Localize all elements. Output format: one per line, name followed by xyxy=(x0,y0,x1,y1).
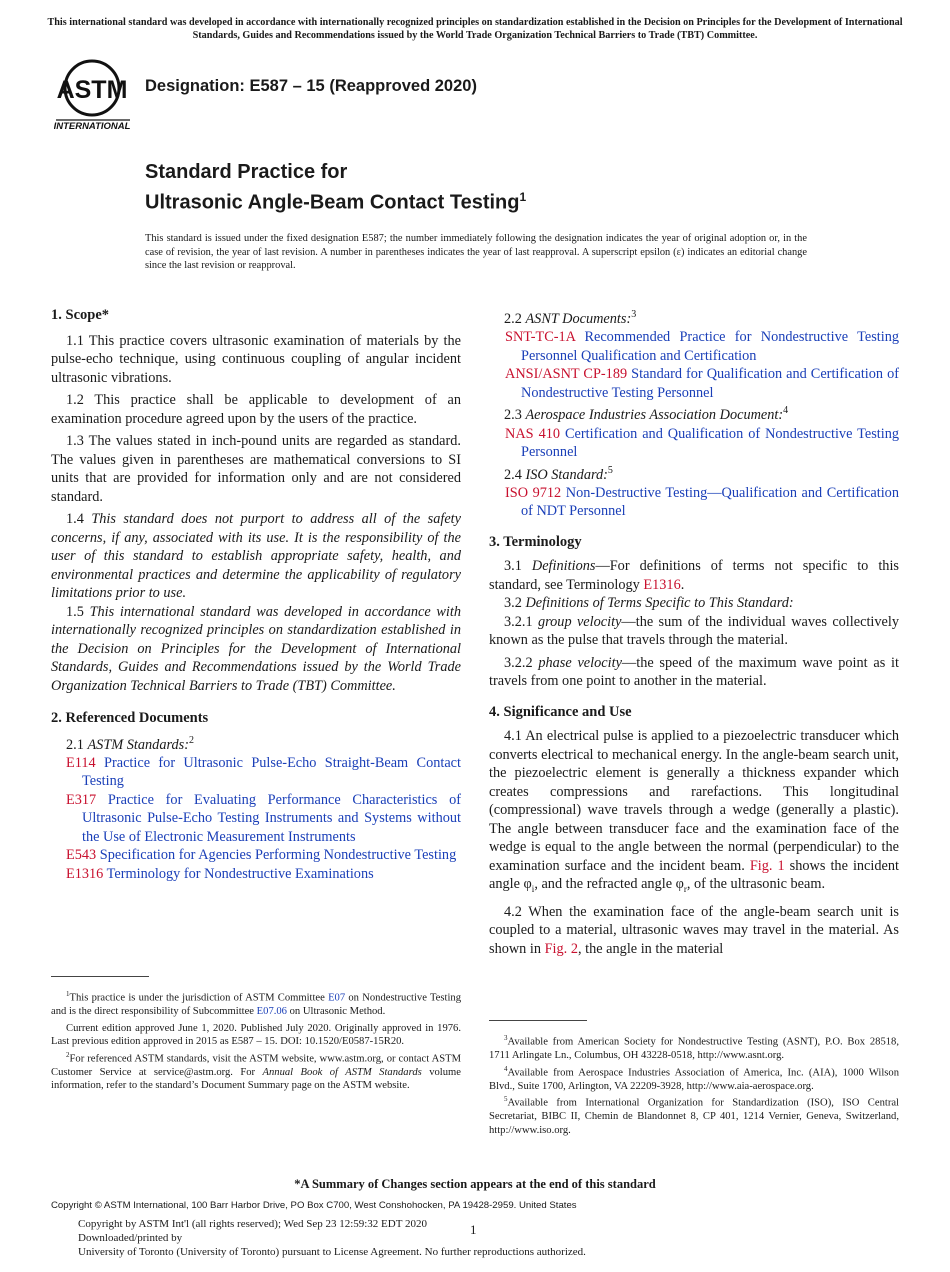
reference-title[interactable]: Practice for Ultrasonic Pulse-Echo Straight-Beam Contact Testing xyxy=(82,754,461,790)
footnote-3-text: Available from American Society for Nondestructive Testing (ASNT), P.O. Box 28518, 1711 Arlingate Ln., Columbus, OH 43228-0518, http://www.asnt.org. xyxy=(489,1036,899,1062)
reference-item[interactable] xyxy=(66,846,461,865)
license-line-2: Downloaded/printed by xyxy=(78,1232,183,1244)
para-3-2-2-number: 3.2.2 xyxy=(504,654,533,671)
reference-item[interactable] xyxy=(505,328,899,365)
reference-item[interactable] xyxy=(66,865,461,884)
para-1-1: 1.1 This practice covers ultrasonic examination of materials by the pulse-echo technique, using continuous coupling of angular incident ultrasonic vibrations. xyxy=(51,332,461,386)
reference-code[interactable]: E317 xyxy=(66,791,97,808)
issued-note: This standard is issued under the fixed designation E587; the number immediately following the designation indicates the year of original adoption or, in the case of revision, the year of last revision. A number in parentheses indicates the year of last reapproval. A superscript epsilon (ε) indicates an editorial change since the last revision or reapproval. xyxy=(145,233,807,271)
para-3-2-text: Definitions of Terms Specific to This Standard: xyxy=(525,595,794,612)
document-title xyxy=(145,160,526,216)
reference-code[interactable]: SNT-TC-1A xyxy=(505,329,576,346)
footnote-4-number: 4 xyxy=(504,1064,508,1073)
designation: Designation: E587 – 15 (Reapproved 2020) xyxy=(145,77,477,95)
para-3-1-end: . xyxy=(680,576,685,593)
section-3-heading: 3. Terminology xyxy=(489,533,582,550)
reference-code[interactable]: E543 xyxy=(66,847,97,864)
terminology-link[interactable]: E1316 xyxy=(643,576,681,593)
footnote-1-text-c: on Ultrasonic Method. xyxy=(286,1006,386,1018)
reference-item[interactable] xyxy=(505,365,899,402)
license-line-3: University of Toronto (University of Toronto) pursuant to License Agreement. No further reproductions authorized. xyxy=(78,1246,586,1258)
section-2-heading: 2. Referenced Documents xyxy=(51,710,209,726)
footnote-5-number: 5 xyxy=(504,1095,508,1104)
footnote-2 xyxy=(51,1049,461,1093)
para-4-2-text-b: , the angle in the material xyxy=(577,940,724,957)
title-line-2 xyxy=(145,185,526,216)
footnote-ref-5[interactable]: 5 xyxy=(607,464,613,476)
footnote-1-number: 1 xyxy=(66,990,70,998)
para-3-2-number: 3.2 xyxy=(504,595,522,612)
para-2-2-text: ASNT Documents: xyxy=(525,310,632,327)
footnote-5-text: Available from International Organization for Standardization (ISO), ISO Central Secretariat, BIBC II, Chemin de Blandonnet 8, CP 401, 1214 Vernier, Geneva, Switzerland, http://www.iso.org. xyxy=(489,1097,899,1136)
para-2-1-text: ASTM Standards: xyxy=(87,736,189,753)
para-1-4 xyxy=(51,510,461,603)
para-1-4-text: This standard does not purport to address all of the safety concerns, if any, associated with its use. It is the responsibility of the user of this standard to establish appropriate safety, health, and environmental practices and determine the applicability of regulatory limitations prior to use. xyxy=(51,511,461,601)
para-1-4-number: 1.4 xyxy=(66,511,84,527)
para-1-2: 1.2 This practice shall be applicable to development of an examination procedure agreed upon by the users of the practice. xyxy=(51,392,461,427)
para-4-1-text: 4.1 An electrical pulse is applied to a piezoelectric transducer which converts electrical to mechanical energy. In the angle-beam search unit, the piezoelectric element is generally a thickness expander which creates compressions and rarefactions. This longitudinal (compressional) wave travels through a wedge (generally a plastic). The angle between transducer face and the examination face of the wedge is equal to the angle between the normal (perpendicular) to the examination surface and the incident beam. xyxy=(489,728,899,874)
reference-item[interactable] xyxy=(66,754,461,791)
para-3-1-term: Definitions xyxy=(531,558,596,575)
footnote-2-text-b: volume information, refer to the standard’s Document Summary page on the ASTM website. xyxy=(51,1066,461,1092)
footnote-2-number: 2 xyxy=(66,1050,70,1059)
footnote-4-text: Available from Aerospace Industries Association of America, Inc. (AIA), 1000 Wilson Blvd., Suite 1700, Arlington, VA 22209-3928, http://www.aia-aerospace.org. xyxy=(489,1067,899,1092)
para-2-1 xyxy=(51,732,461,754)
reference-item[interactable] xyxy=(66,791,461,847)
footnotes-right xyxy=(489,1032,899,1137)
top-notice: This international standard was developed in accordance with internationally recognized principles on standardization established in the Decision on Principles for the Development of International Standards, Guides and Recommendations issued by the World Trade Organization Technical Barriers to Trade (TBT) Committee. xyxy=(47,17,903,41)
reference-code[interactable]: ANSI/ASNT CP-189 xyxy=(505,366,628,383)
section-1-heading: 1. Scope* xyxy=(51,307,109,323)
footnote-1-text-b: on Nondestructive Testing and is the direct responsibility of Subcommittee xyxy=(51,992,461,1018)
footnote-1-text-a: This practice is under the jurisdiction of ASTM Committee xyxy=(69,992,329,1004)
para-2-2-number: 2.2 xyxy=(504,310,522,327)
para-1-5 xyxy=(51,603,461,696)
figure-1-link[interactable]: Fig. 1 xyxy=(749,857,785,874)
title-line-1: Standard Practice for xyxy=(145,161,348,183)
copyright-line: Copyright © ASTM International, 100 Barr Harbor Drive, PO Box C700, West Conshohocken, PA 19428-2959. United States xyxy=(51,1200,577,1211)
logo-text: ASTM xyxy=(56,76,128,104)
para-2-4-number: 2.4 xyxy=(504,466,522,483)
reference-item[interactable] xyxy=(505,484,899,521)
reference-code[interactable]: NAS 410 xyxy=(505,425,561,442)
logo-subtext: INTERNATIONAL xyxy=(54,121,131,132)
subcommittee-link[interactable]: E07.06 xyxy=(256,1006,287,1018)
footnotes-left xyxy=(51,988,461,1093)
figure-2-link[interactable]: Fig. 2 xyxy=(544,940,578,957)
para-2-2 xyxy=(489,306,899,328)
para-3-2-2-term: phase velocity xyxy=(538,654,622,671)
reference-code[interactable]: E114 xyxy=(66,754,96,771)
para-1-3: 1.3 The values stated in inch-pound units are regarded as standard. The values given in parentheses are mathematical conversions to SI units that are provided for information only and are not considered standard. xyxy=(51,433,461,505)
title-text: Ultrasonic Angle-Beam Contact Testing xyxy=(145,191,520,214)
aia-reference-list xyxy=(489,425,899,462)
footnote-5 xyxy=(489,1093,899,1137)
para-2-3 xyxy=(489,402,899,424)
para-3-1 xyxy=(489,557,899,594)
footnote-3 xyxy=(489,1032,899,1063)
para-4-1-text-b: shows the incident angle φ xyxy=(489,857,899,893)
reference-item[interactable] xyxy=(505,425,899,462)
footnote-3-number: 3 xyxy=(504,1034,508,1042)
footnote-divider-left xyxy=(51,976,149,977)
para-3-2-1 xyxy=(489,613,899,650)
para-2-1-number: 2.1 xyxy=(66,736,84,753)
para-3-2-2-text: —the speed of the maximum wave point as it travels from one point to another in the material. xyxy=(489,654,900,690)
reference-title[interactable]: Terminology for Nondestructive Examinations xyxy=(106,865,374,882)
reference-code[interactable]: ISO 9712 xyxy=(505,484,562,501)
para-3-2 xyxy=(489,594,899,613)
summary-of-changes-note: *A Summary of Changes section appears at the end of this standard xyxy=(294,1177,656,1191)
section-4-heading: 4. Significance and Use xyxy=(489,703,632,720)
para-3-2-1-text: —the sum of the individual waves collectively known as the pulse that travels through the material. xyxy=(489,613,900,649)
astm-logo xyxy=(54,58,134,134)
reference-title[interactable]: Non-Destructive Testing—Qualification and Certification of NDT Personnel xyxy=(521,484,899,520)
asnt-reference-list xyxy=(489,328,899,402)
page-number: 1 xyxy=(470,1222,477,1237)
footnote-ref-4[interactable]: 4 xyxy=(783,405,789,417)
reference-title[interactable]: Standard for Qualification and Certification of Nondestructive Testing Personnel xyxy=(521,366,899,401)
footnote-4 xyxy=(489,1063,899,1094)
para-2-3-text: Aerospace Industries Association Document: xyxy=(525,407,784,424)
iso-reference-list xyxy=(489,484,899,521)
footnote-2-italic: Annual Book of ASTM Standards xyxy=(262,1066,422,1078)
para-4-2-text: 4.2 When the examination face of the angle-beam search unit is coupled to a material, ultrasonic waves may travel in the material. As shown in xyxy=(489,903,899,957)
license-block xyxy=(78,1217,586,1259)
para-3-2-2 xyxy=(489,654,899,691)
footnote-1 xyxy=(51,988,461,1019)
reference-title[interactable]: Practice for Evaluating Performance Characteristics of Ultrasonic Pulse-Echo Testing Instruments and Systems without the Use of Electronic Measurement Instruments xyxy=(82,791,461,845)
para-2-3-number: 2.3 xyxy=(504,407,522,424)
subscript-r: r xyxy=(683,884,687,895)
right-column xyxy=(489,306,899,958)
para-3-2-1-number: 3.2.1 xyxy=(504,613,533,630)
reference-code[interactable]: E1316 xyxy=(66,865,104,882)
para-4-2 xyxy=(489,903,899,959)
para-2-4-text: ISO Standard: xyxy=(525,466,608,483)
para-1-5-text: This international standard was developed in accordance with internationally recognized principles on standardization established in the Decision on Principles for the Development of International Standards, Guides and Recommendations issued by the World Trade Organization Technical Barriers to Trade (TBT) Committee. xyxy=(51,603,462,694)
footnote-1-edition: Current edition approved June 1, 2020. Published July 2020. Originally approved in 1976. Last previous edition approved in 2015 as E587 – 15. DOI: 10.1520/E0587-15R20. xyxy=(51,1022,461,1048)
astm-reference-list xyxy=(51,754,461,884)
para-4-1 xyxy=(489,727,899,898)
footnote-2-text-a: For referenced ASTM standards, visit the ASTM website, www.astm.org, or contact ASTM Customer Service at service@astm.org. For xyxy=(51,1053,461,1078)
reference-title[interactable]: Specification for Agencies Performing Nondestructive Testing xyxy=(99,847,457,864)
para-4-1-text-d: , of the ultrasonic beam. xyxy=(686,876,826,893)
para-1-5-number: 1.5 xyxy=(66,603,84,620)
left-column xyxy=(51,306,461,883)
title-footnote-ref[interactable]: 1 xyxy=(519,190,527,204)
committee-link[interactable]: E07 xyxy=(328,992,346,1004)
para-2-4 xyxy=(489,462,899,484)
reference-title[interactable]: Certification and Qualification of Nondestructive Testing Personnel xyxy=(521,425,900,461)
footnote-ref-3[interactable]: 3 xyxy=(631,309,637,320)
para-4-1-text-c: , and the refracted angle φ xyxy=(534,876,684,893)
license-line-1: Copyright by ASTM Int'l (all rights reserved); Wed Sep 23 12:59:32 EDT 2020 xyxy=(78,1218,427,1230)
para-3-1-number: 3.1 xyxy=(504,558,522,575)
para-3-1-text: —For definitions of terms not specific to this standard, see Terminology xyxy=(489,558,899,593)
subscript-i: i xyxy=(531,884,535,895)
footnote-divider-right xyxy=(489,1020,587,1021)
footnote-ref-2[interactable]: 2 xyxy=(189,734,194,746)
para-3-2-1-term: group velocity xyxy=(537,613,622,630)
reference-title[interactable]: Recommended Practice for Nondestructive Testing Personnel Qualification and Certification xyxy=(521,329,899,364)
